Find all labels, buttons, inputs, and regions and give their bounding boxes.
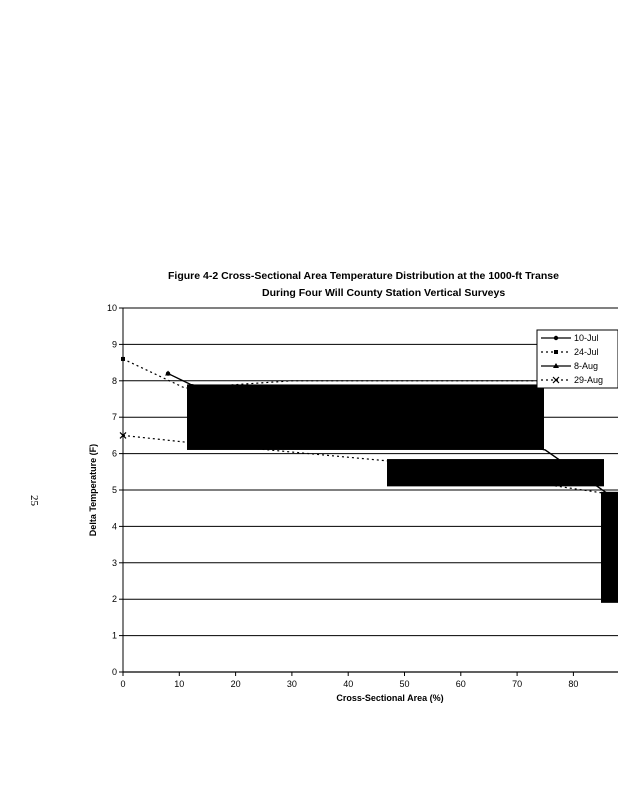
x-tick-label-70: 70 [512,679,523,689]
y-tick-label-10: 10 [106,303,117,313]
y-axis-label: Delta Temperature (F) [88,443,98,537]
redaction-block-3 [601,492,618,603]
x-tick-label-30: 30 [286,679,297,689]
y-tick-label-8: 8 [111,375,117,386]
x-tick-label-10: 10 [174,679,185,689]
legend-marker-24-Jul [554,350,558,354]
x-tick-label-0: 0 [120,679,126,689]
legend [537,330,618,388]
y-tick-label-9: 9 [111,339,117,350]
y-tick-label-3: 3 [111,557,117,568]
y-tick-label-6: 6 [111,448,117,459]
legend-label-29-Aug: 29-Aug [574,375,604,385]
chart-title-line-2: During Four Will County Station Vertical Surveys [262,287,506,299]
redaction-block-2 [387,459,604,486]
x-tick-label-60: 60 [455,679,466,689]
legend-label-8-Aug: 8-Aug [574,361,599,371]
chart-title-line-1: Figure 4-2 Cross-Sectional Area Temperature Distribution at the 1000-ft Transe [168,270,559,282]
redaction-block-1 [187,384,544,450]
x-tick-label-50: 50 [399,679,410,689]
x-axis-label: Cross-Sectional Area (%) [336,693,444,703]
y-tick-label-4: 4 [111,521,117,532]
y-tick-label-5: 5 [111,485,117,495]
series-point-24-Jul-0 [121,357,125,361]
y-tick-label-2: 2 [111,594,117,605]
page-number: 25 [28,495,40,506]
x-tick-label-80: 80 [568,679,579,689]
legend-marker-10-Jul [554,336,558,340]
tick-labels [107,303,578,689]
y-tick-label-1: 1 [111,630,117,641]
legend-label-24-Jul: 24-Jul [574,347,599,357]
x-tick-label-40: 40 [343,679,354,689]
y-tick-label-0: 0 [111,667,117,677]
x-tick-label-20: 20 [230,679,241,689]
legend-label-10-Jul: 10-Jul [574,333,599,343]
y-tick-label-7: 7 [111,412,117,423]
